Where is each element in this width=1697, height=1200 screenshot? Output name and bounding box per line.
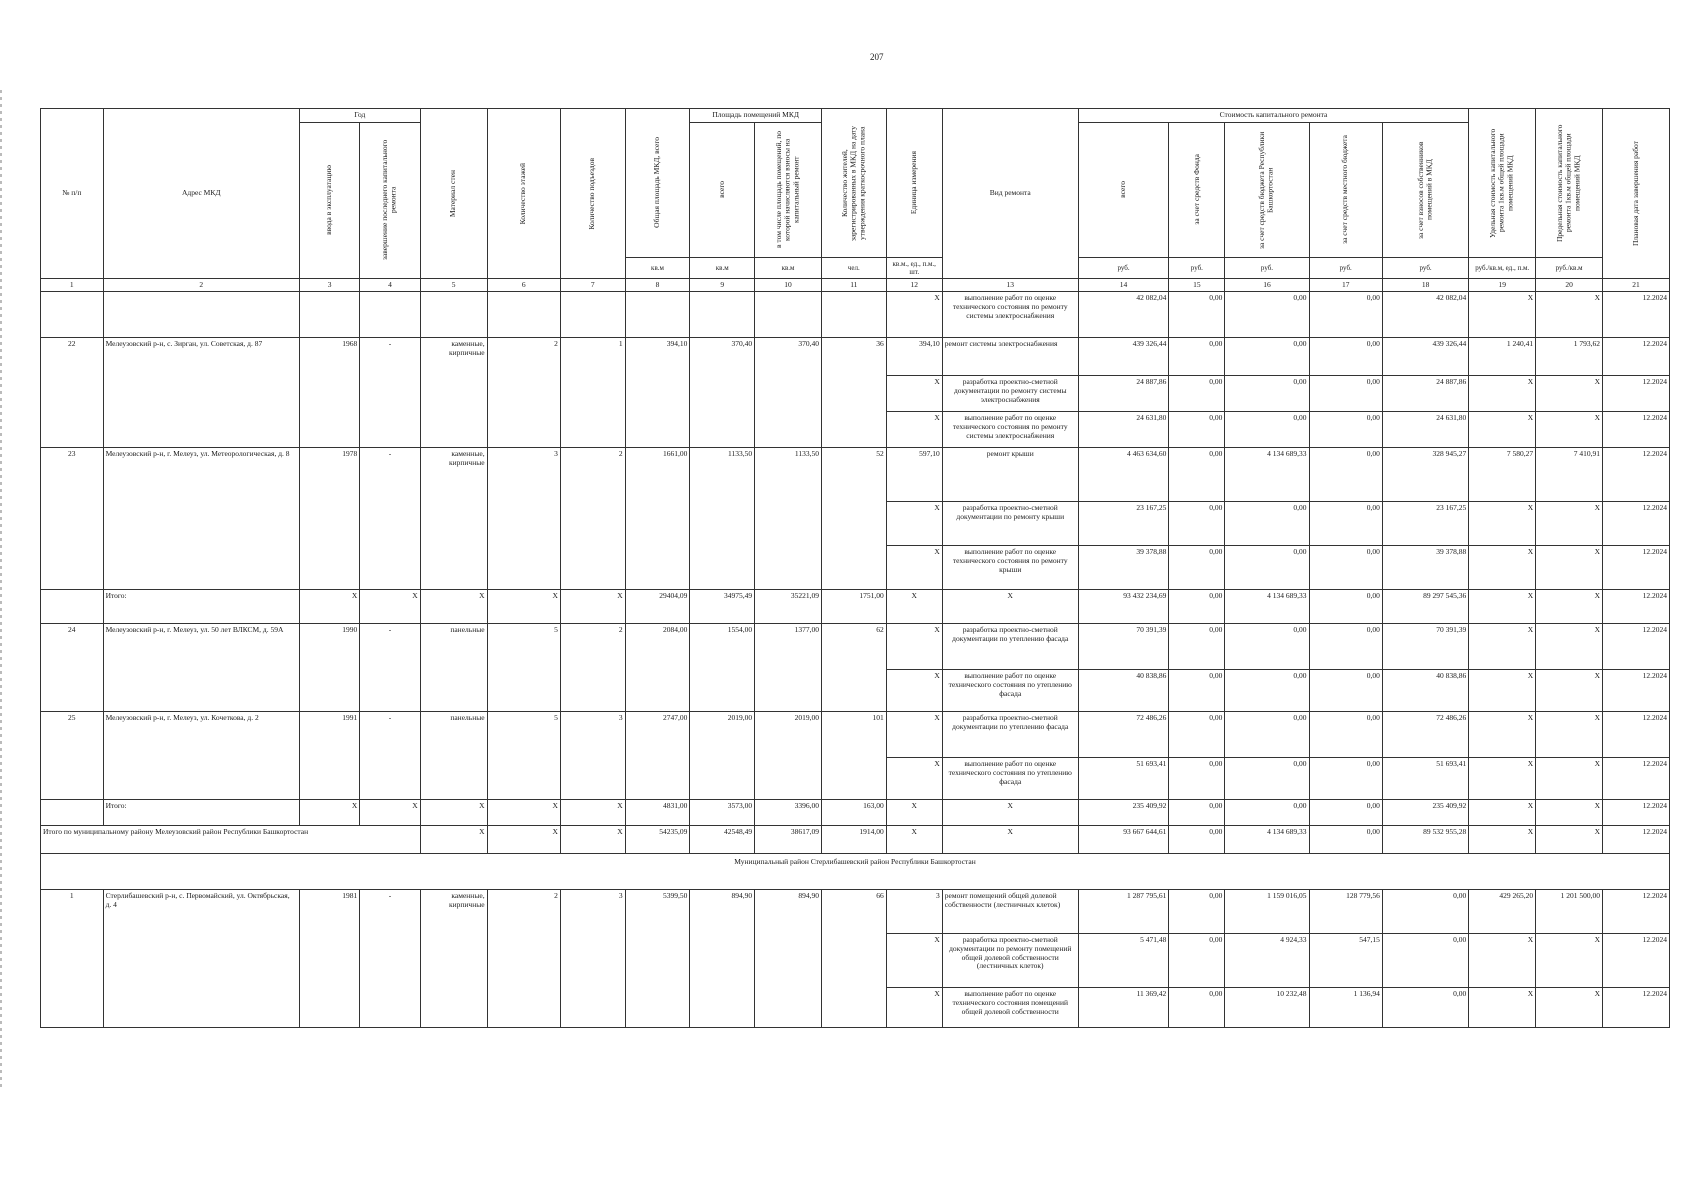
header-owners: за счет взносов собственников помещений в МКД xyxy=(1382,122,1468,257)
header-premises-repair: в том числе площадь помещений, по которой начисляются взносы на капитальный ремонт xyxy=(755,122,822,257)
header-premises-area: Площадь помещений МКД xyxy=(690,109,822,123)
header-year-last-repair: завершение последнего капитального ремонта xyxy=(360,122,420,278)
unit-total-area: кв.м xyxy=(625,257,690,278)
unit-residents: чел. xyxy=(821,257,886,278)
header-republic: за счет средств бюджета Республики Башкортостан xyxy=(1225,122,1309,257)
scan-edge xyxy=(0,90,2,1090)
header-limit-cost: Предельная стоимость капитального ремонта 1кв.м общей площади помещений МКД xyxy=(1536,109,1603,258)
table-row: X выполнение работ по оценке технического состояния по утеплению фасада 51 693,41 0,00 0,00 0,00 51 693,41 X X 12.2024 xyxy=(41,758,1670,800)
header-work-type: Вид ремонта xyxy=(942,109,1078,279)
unit-premises-total: кв.м xyxy=(690,257,755,278)
unit-cost-total: руб. xyxy=(1078,257,1169,278)
table-row: 24 Мелеузовский р-н, г. Мелеуз, ул. 50 лет ВЛКСМ, д. 59А 1990 - панельные 5 2 2084,00 1554,00 1377,00 62 X разработка проектно-сметной документации по утеплению фасада 70 391,39 0,00 0,00 0,00 70 391,39 X X 12.2024 xyxy=(41,624,1670,670)
unit-specific: руб./кв.м, ед., п.м. xyxy=(1469,257,1536,278)
header-local: за счет средств местного бюджета xyxy=(1309,122,1382,257)
page-number: 207 xyxy=(870,52,884,62)
header-address: Адрес МКД xyxy=(103,109,299,279)
table-row: X выполнение работ по оценке технического состояния по ремонту системы электроснабжения 24 631,80 0,00 0,00 0,00 24 631,80 X X 12.2024 xyxy=(41,412,1670,448)
header-premises-total: всего xyxy=(690,122,755,257)
unit-limit: руб./кв.м xyxy=(1536,257,1603,278)
table-row: 22 Мелеузовский р-н, с. Зирган, ул. Советская, д. 87 1968 - каменные, кирпичные 2 1 394,10 370,40 370,40 36 394,10 ремонт системы электроснабжения 439 326,44 0,00 0,00 0,00 439 326,44 1 240,41 1 793,62 12.2024 xyxy=(41,338,1670,376)
header-unit: Единица измерения xyxy=(886,109,942,258)
subtotal-row: Итого: X X X X X 29404,09 34975,49 35221,09 1751,00 X X 93 432 234,69 0,00 4 134 689,33 0,00 89 297 545,36 X X 12.2024 xyxy=(41,590,1670,624)
unit-fund: руб. xyxy=(1169,257,1225,278)
capital-repair-table xyxy=(40,108,1670,1028)
capital-repair-table-sheet xyxy=(40,108,1670,1028)
header-entrances: Количество подъездов xyxy=(560,109,625,279)
column-numbers-row: 1 2 3 4 5 6 7 8 9 10 11 12 13 14 15 16 17 18 19 20 21 xyxy=(41,278,1670,292)
header-cost-total: всего xyxy=(1078,122,1169,257)
district-total-row: Итого по муниципальному району Мелеузовский район Республики Башкортостан X X X 54235,09 42548,49 38617,09 1914,00 X X 93 667 644,61 0,00 4 134 689,33 0,00 89 532 955,28 X X 12.2024 xyxy=(41,826,1670,854)
table-row: X выполнение работ по оценке технического состояния помещений общей долевой собственности 11 369,42 0,00 10 232,48 1 136,94 0,00 X X 12.2024 xyxy=(41,988,1670,1028)
table-row: 25 Мелеузовский р-н, г. Мелеуз, ул. Кочеткова, д. 2 1991 - панельные 5 3 2747,00 2019,00 2019,00 101 X разработка проектно-сметной документации по утеплению фасада 72 486,26 0,00 0,00 0,00 72 486,26 X X 12.2024 xyxy=(41,712,1670,758)
header-residents: Количество жителей, зарегистрированных в МКД на дату утверждения краткосрочного плана xyxy=(821,109,886,258)
header-fund: за счет средств Фонда xyxy=(1169,122,1225,257)
unit-owners: руб. xyxy=(1382,257,1468,278)
table-row: X выполнение работ по оценке технического состояния по утеплению фасада 40 838,86 0,00 0,00 0,00 40 838,86 X X 12.2024 xyxy=(41,670,1670,712)
table-row: 23 Мелеузовский р-н, г. Мелеуз, ул. Метеорологическая, д. 8 1978 - каменные, кирпичные 3 2 1661,00 1133,50 1133,50 52 597,10 ремонт крыши 4 463 634,60 0,00 4 134 689,33 0,00 328 945,27 7 580,27 7 410,91 12.2024 xyxy=(41,448,1670,502)
table-row: X выполнение работ по оценке технического состояния по ремонту системы электроснабжения 42 082,04 0,00 0,00 0,00 42 082,04 X X 12.2024 xyxy=(41,292,1670,338)
header-specific-cost: Удельная стоимость капитального ремонта 1кв.м общей площади помещений МКД xyxy=(1469,109,1536,258)
header-total-area: Общая площадь МКД, всего xyxy=(625,109,690,258)
header-wall-material: Материал стен xyxy=(420,109,487,279)
header-year: Год xyxy=(299,109,420,123)
unit-local: руб. xyxy=(1309,257,1382,278)
header-no: № п/п xyxy=(41,109,104,279)
unit-republic: руб. xyxy=(1225,257,1309,278)
unit-premises-repair: кв.м xyxy=(755,257,822,278)
table-row: X разработка проектно-сметной документации по ремонту помещений общей долевой собственности (лестничных клеток) 5 471,48 0,00 4 924,33 547,15 0,00 X X 12.2024 xyxy=(41,934,1670,988)
header-cost: Стоимость капитального ремонта xyxy=(1078,109,1469,123)
header-end-date: Плановая дата завершения работ xyxy=(1603,109,1670,279)
section-header-row: Муниципальный район Стерлибашевский район Республики Башкортостан xyxy=(41,854,1670,890)
table-row: 1 Стерлибашевский р-н, с. Первомайский, ул. Октябрьская, д. 4 1981 - каменные, кирпичные 2 3 5399,50 894,90 894,90 66 3 ремонт помещений общей долевой собственности (лестничных клеток) 1 287 795,61 0,00 1 159 016,05 128 779,56 0,00 429 265,20 1 201 500,00 12.2024 xyxy=(41,890,1670,934)
table-row: X разработка проектно-сметной документации по ремонту системы электроснабжения 24 887,86 0,00 0,00 0,00 24 887,86 X X 12.2024 xyxy=(41,376,1670,412)
subtotal-row: Итого: X X X X X 4831,00 3573,00 3396,00 163,00 X X 235 409,92 0,00 0,00 0,00 235 409,92 X X 12.2024 xyxy=(41,800,1670,826)
table-row: X разработка проектно-сметной документации по ремонту крыши 23 167,25 0,00 0,00 0,00 23 167,25 X X 12.2024 xyxy=(41,502,1670,546)
table-row: X выполнение работ по оценке технического состояния по ремонту крыши 39 378,88 0,00 0,00 0,00 39 378,88 X X 12.2024 xyxy=(41,546,1670,590)
unit-measure: кв.м., ед., п.м., шт. xyxy=(886,257,942,278)
header-floors: Количество этажей xyxy=(487,109,560,279)
header-year-commission: ввода в эксплуатацию xyxy=(299,122,359,278)
